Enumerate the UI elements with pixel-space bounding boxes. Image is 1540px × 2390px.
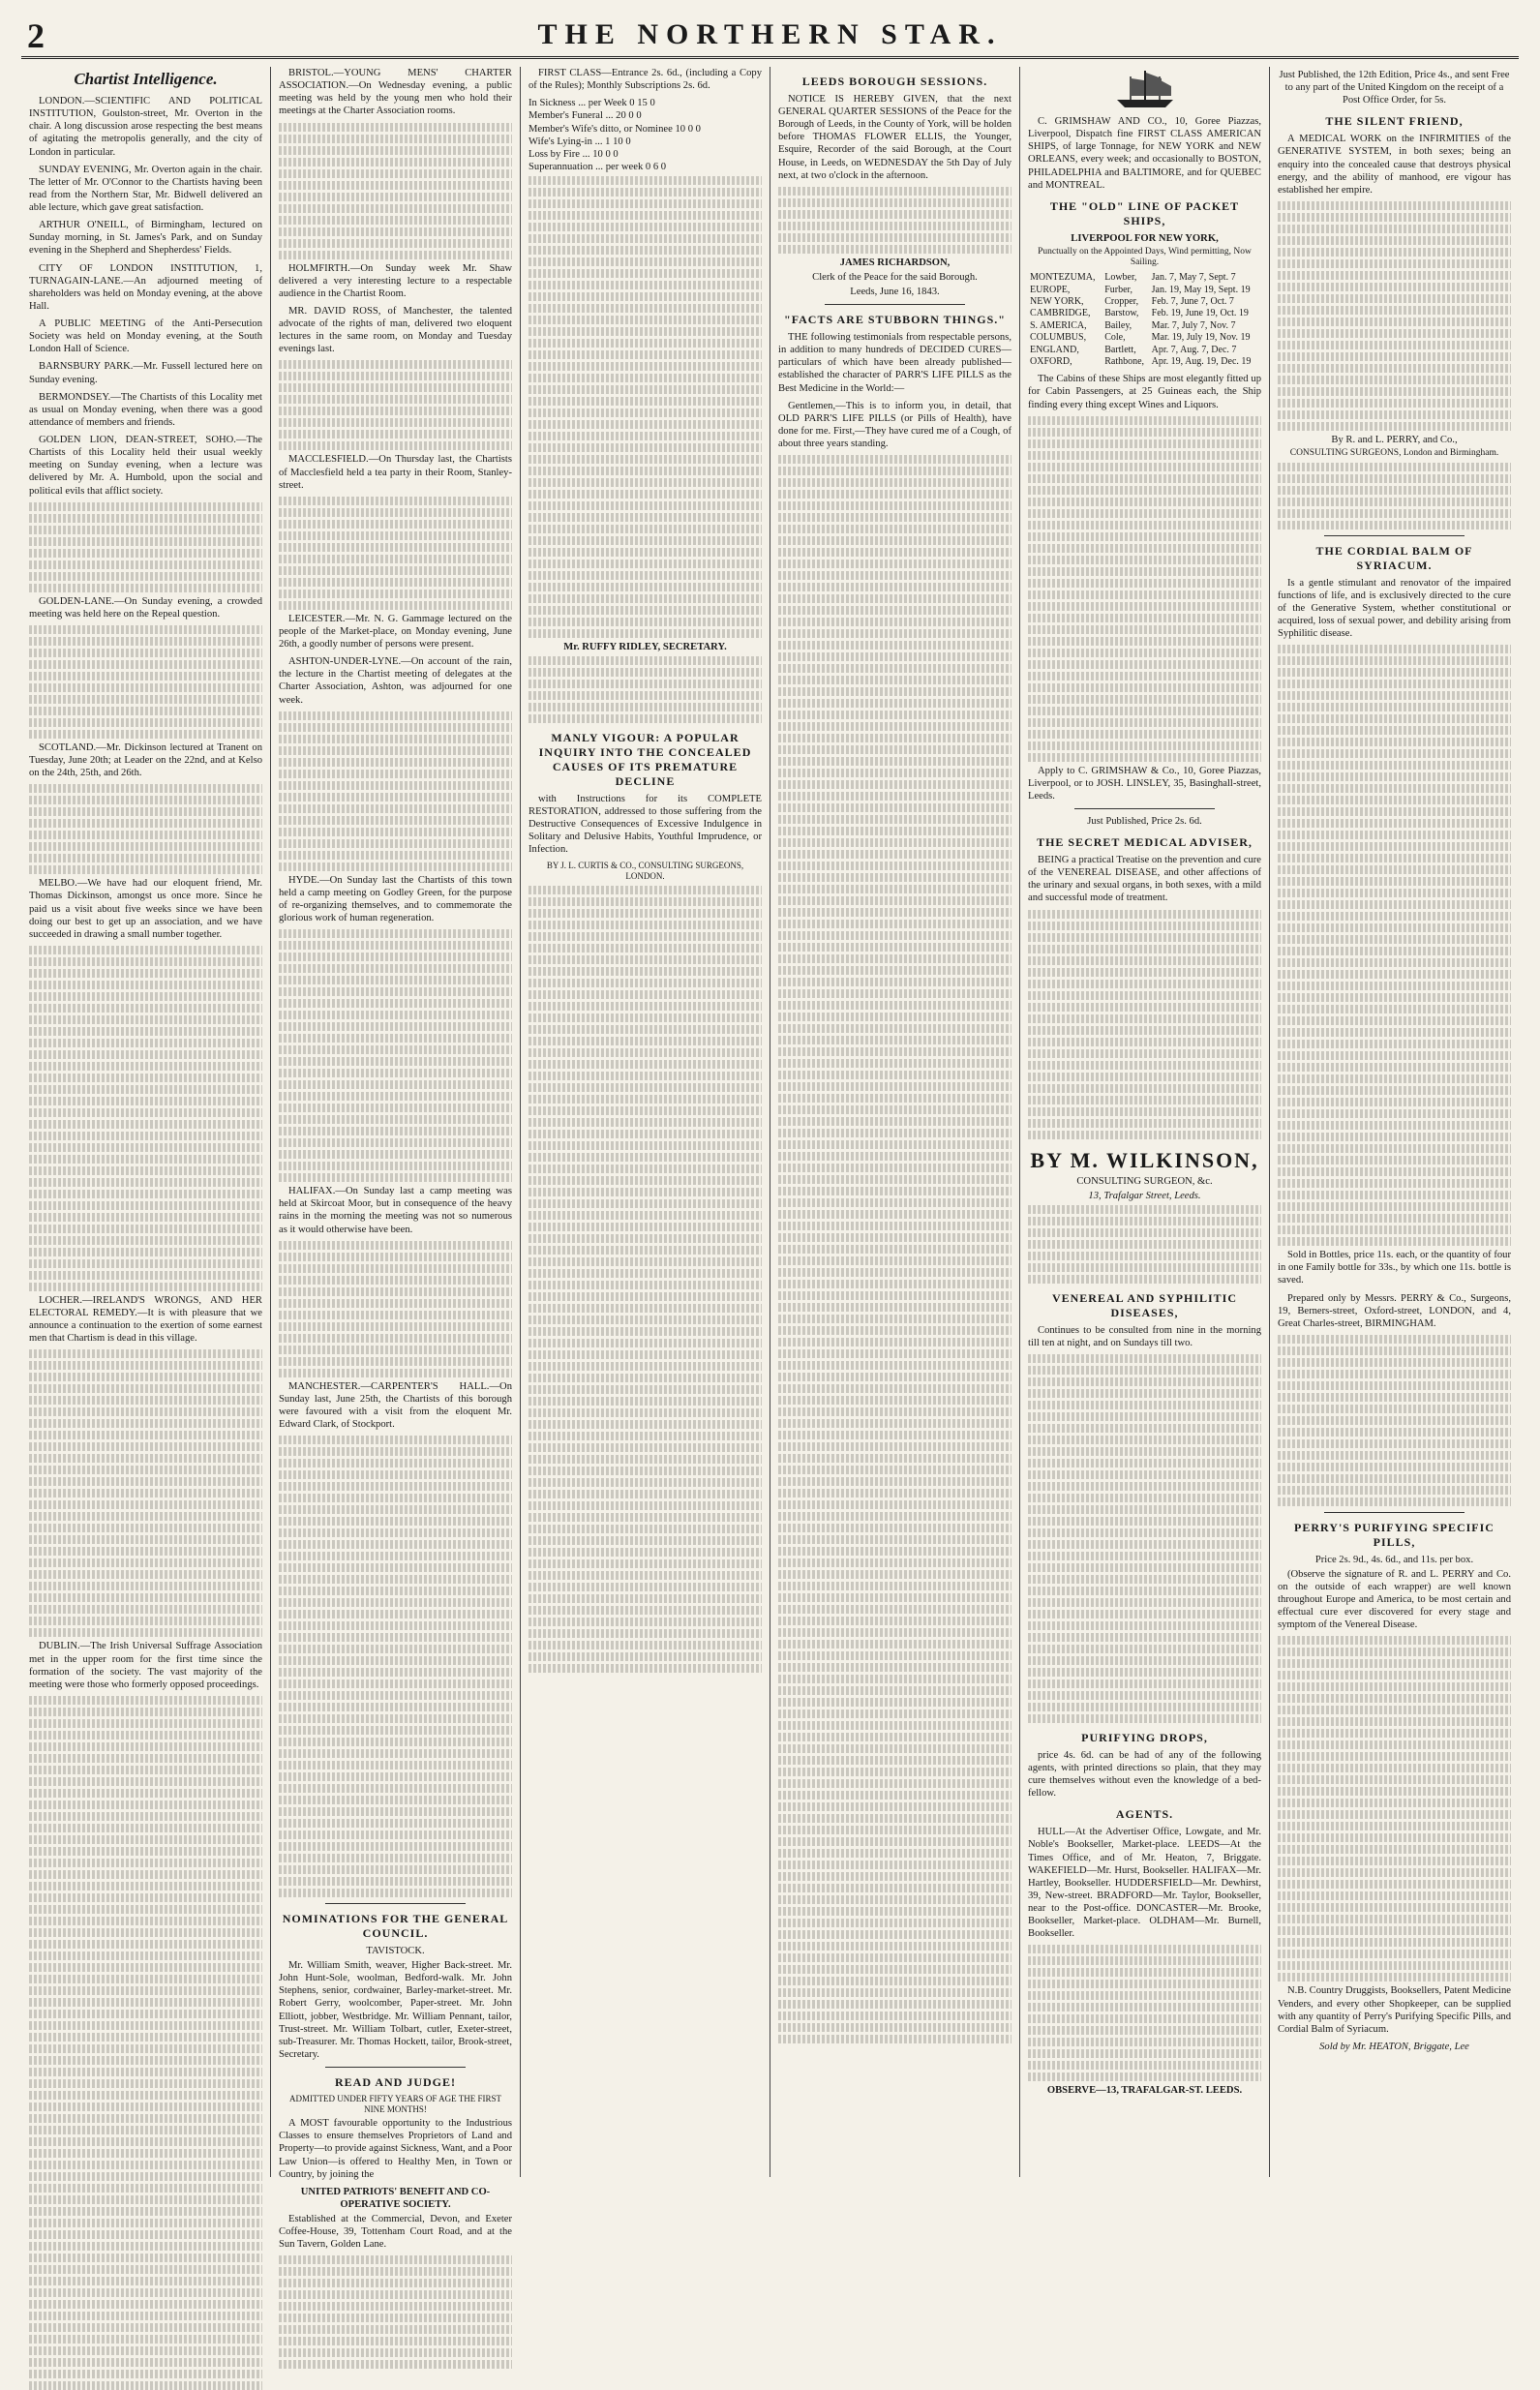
column-4 <box>770 67 1020 2177</box>
venereal-heading: VENEREAL AND SYPHILITIC DISEASES, <box>1051 1291 1238 1319</box>
facts-letter: Gentlemen,—This is to inform you, in detail, that OLD PARR'S LIFE PILLS (or Pills of Health), have done for me. First,—They have cured me of a Cough, of about three years standing. <box>778 400 1012 449</box>
author-role: CONSULTING SURGEON, &c. <box>1076 1175 1213 1187</box>
news-item: GOLDEN LION, DEAN-STREET, SOHO.—The Chartists of this Locality held their usual weekly meeting on Sunday evening, when a lecture was delivered by Mr. A. Humbold, upon the social and political evils that afflict society. <box>29 435 262 497</box>
illegible-text-block <box>1028 1945 1261 2081</box>
column-2 <box>271 67 521 2251</box>
sessions-heading: LEEDS BOROUGH SESSIONS. <box>801 75 988 88</box>
illegible-text-block <box>778 455 1012 2043</box>
ship-captain: Barstow, <box>1104 308 1139 319</box>
friend-publish-note: Just Published, the 12th Edition, Price 4s., and sent Free to any part of the United Kingdom on the receipt of a Post Office Order, for 5s. <box>1279 70 1510 106</box>
specific-pills-heading: PERRY'S PURIFYING SPECIFIC PILLS, <box>1294 1520 1495 1549</box>
chartist-intelligence-heading: Chartist Intelligence. <box>74 70 218 88</box>
illegible-text-block <box>279 929 512 1182</box>
packet-line-heading: THE "OLD" LINE OF PACKET SHIPS, <box>1049 198 1240 227</box>
illegible-text-block <box>29 946 262 1291</box>
news-item: LEICESTER.—Mr. N. G. Gammage lectured on the people of the Market-place, on Monday evening, June 26th, a goodly number of persons were present. <box>279 613 512 650</box>
masthead <box>21 14 1519 59</box>
facts-heading: "FACTS ARE STUBBORN THINGS." <box>784 313 1006 327</box>
read-and-judge-text: A MOST favourable opportunity to the Industrious Classes to ensure themselves Proprietors of Land and Property—to provide against Sickness, Want, and a Poor Law Union—is offered to Healthy Men, in Town or Country, by joining the <box>279 2118 512 2180</box>
ship-row <box>1028 345 1261 356</box>
nominations-place: TAVISTOCK. <box>366 1945 425 1956</box>
illegible-text-block <box>29 1696 262 2390</box>
ship-row <box>1028 320 1261 332</box>
read-and-judge-heading: READ AND JUDGE! <box>334 2075 456 2089</box>
illegible-text-block <box>1278 463 1511 529</box>
sessions-text: NOTICE IS HEREBY GIVEN, that the next GENERAL QUARTER SESSIONS of the Peace for the Borough of Leeds, in the County of York, will be holden before THOMAS FLOWER ELLIS, the Younger, Esquire, Recorder of the said Borough, at the Court House, in Leeds, on WEDNESDAY the 5th Day of July next, at two o'clock in the afternoon. <box>778 93 1012 181</box>
sessions-signoff: JAMES RICHARDSON, <box>839 257 951 268</box>
ship-captain: Cropper, <box>1104 295 1139 307</box>
column-5 <box>1020 67 1270 2177</box>
ship-captain: Bartlett, <box>1104 344 1136 355</box>
illegible-text-block <box>1278 1636 1511 1982</box>
ship-dates: Feb. 19, June 19, Oct. 19 <box>1151 308 1249 319</box>
facts-text: THE following testimonials from respectable persons, in addition to many hundreds of DECIDED CURES—particulars of which have been already published—established the character of PARR'S LIFE PILLS as the Best Medicine in the World:— <box>778 332 1012 394</box>
agents-heading: AGENTS. <box>1115 1807 1174 1822</box>
illegible-text-block <box>279 711 512 871</box>
ship-name: NEW YORK, <box>1030 295 1084 307</box>
news-item: LONDON.—SCIENTIFIC AND POLITICAL INSTITUTION, Goulston-street, Mr. Overton in the chair. A long discussion arose respecting the best means of agitating the metropolis generally, and the city of London in particular. <box>29 96 262 158</box>
ship-dates: Apr. 19, Aug. 19, Dec. 19 <box>1151 355 1252 367</box>
news-item: HYDE.—On Sunday last the Chartists of this town held a camp meeting on Godley Green, for the purpose of re-organizing themselves, and to commemorate the glorious work of human regeneration. <box>279 874 512 923</box>
benefit-row: Loss by Fire ... 10 0 0 <box>528 148 619 160</box>
ship-row <box>1028 356 1261 368</box>
illegible-text-block <box>1278 1335 1511 1506</box>
medical-adviser-heading: THE SECRET MEDICAL ADVISER, <box>1037 835 1253 850</box>
ship-dates: Mar. 19, July 19, Nov. 19 <box>1151 332 1251 344</box>
ship-captain: Rathbone, <box>1104 355 1145 367</box>
news-item: SUNDAY EVENING, Mr. Overton again in the chair. The letter of Mr. O'Connor to the Chartists having been read from the Northern Star, Mr. Bidwell delivered an able lecture, which gave great satisfaction. <box>29 164 262 214</box>
news-item: MELBO.—We have had our eloquent friend, Mr. Thomas Dickinson, amongst us once more. Since he paid us a visit about five weeks since we have been doing our best to get up an association, and we have succeeded in drawing a small number together. <box>29 878 262 940</box>
illegible-text-block <box>1028 910 1261 1139</box>
illegible-text-block <box>279 360 512 450</box>
price-note: Sold in Bottles, price 11s. each, or the quantity of four in one Family bottle for 33s., by which one 11s. bottle is saved. <box>1278 1250 1511 1286</box>
illegible-text-block <box>1028 416 1261 762</box>
column-1 <box>21 67 271 2177</box>
news-item: ASHTON-UNDER-LYNE.—On account of the rain, the lecture in the Chartist meeting of delegates at the Charter Association, Ashton, was adjourned for one week. <box>279 656 512 706</box>
illegible-text-block <box>1278 645 1511 1246</box>
benefit-row: Member's Funeral ... 20 0 0 <box>528 110 642 122</box>
adviser-publish-note: Just Published, Price 2s. 6d. <box>1087 816 1202 828</box>
news-item: BERMONDSEY.—The Chartists of this Locality met as usual on Monday evening, when there was a good attendance of members and friends. <box>29 391 262 428</box>
friend-authors-sub: CONSULTING SURGEONS, London and Birmingham. <box>1289 448 1499 458</box>
silent-friend-text: A MEDICAL WORK on the INFIRMITIES of the GENERATIVE SYSTEM, in both sexes; being an enquiry into the concealed cause that destroys physical energy, and the ability of manhood, ere vigour has established her empire. <box>1278 134 1511 196</box>
columns <box>21 67 1519 2251</box>
secretary-signoff: Mr. RUFFY RIDLEY, SECRETARY. <box>563 642 727 652</box>
prepared-by: Prepared only by Messrs. PERRY & Co., Surgeons, 19, Berners-street, Oxford-street, LONDON, and 4, Great Charles-street, BIRMINGHAM. <box>1278 1292 1511 1329</box>
ship-dates: Jan. 7, May 7, Sept. 7 <box>1151 272 1236 284</box>
sailing-ship-icon <box>1111 67 1179 111</box>
divider <box>325 2067 466 2068</box>
ship-name: CAMBRIDGE, <box>1030 308 1091 319</box>
ship-dates: Apr. 7, Aug. 7, Dec. 7 <box>1151 344 1237 355</box>
ship-row <box>1028 285 1261 296</box>
benefit-row: Member's Wife's ditto, or Nominee 10 0 0 <box>528 123 701 135</box>
author-address: 13, Trafalgar Street, Leeds. <box>1088 1190 1201 1201</box>
ship-row <box>1028 308 1261 319</box>
society-details: Established at the Commercial, Devon, and Exeter Coffee-House, 39, Tottenham Court Road, and at the Sun Tavern, Golden Lane. <box>279 2214 512 2251</box>
news-item: BARNSBURY PARK.—Mr. Fussell lectured here on Sunday evening. <box>29 361 262 385</box>
nominations-heading: NOMINATIONS FOR THE GENERAL COUNCIL. <box>282 1912 509 1940</box>
divider <box>325 1903 466 1904</box>
newspaper-title: THE NORTHERN STAR. <box>537 18 1003 50</box>
sessions-date: Leeds, June 16, 1843. <box>850 287 940 297</box>
specific-pills-text: (Observe the signature of R. and L. PERRY and Co. on the outside of each wrapper) are well known throughout Europe and America, to be most certain and effectual cure ever discovered for every stage and symptom of the Venereal Disease. <box>1278 1568 1511 1631</box>
author-name: BY M. WILKINSON, <box>1030 1147 1259 1172</box>
ship-dates: Feb. 7, June 7, Oct. 7 <box>1151 295 1234 307</box>
divider <box>1324 535 1465 536</box>
illegible-text-block <box>528 656 762 723</box>
news-item: MR. DAVID ROSS, of Manchester, the talented advocate of the rights of man, delivered two eloquent lectures in the same room, on Monday and Tuesday evenings last. <box>279 305 512 355</box>
cordial-balm-text: Is a gentle stimulant and renovator of the impaired functions of life, and is exclusively directed to the cure of the Generative System, whether constitutional or acquired, loss of sexual power, and debility arising from Syphilitic disease. <box>1278 577 1511 640</box>
benefit-class-line: FIRST CLASS—Entrance 2s. 6d., (including a Copy of the Rules); Monthly Subscriptions 2s. 6d. <box>528 68 762 92</box>
read-and-judge-subtitle: ADMITTED UNDER FIFTY YEARS OF AGE THE FIRST NINE MONTHS! <box>289 2093 501 2115</box>
ship-name: S. AMERICA, <box>1030 319 1087 331</box>
nb-text: N.B. Country Druggists, Booksellers, Patent Medicine Venders, and every other Shopkeeper, can be supplied with any quantity of Perry's Purifying Specific Pills, and Cordial Balm of Syriacum. <box>1278 1985 1511 2035</box>
ship-captain: Bailey, <box>1104 319 1132 331</box>
benefit-row: In Sickness ... per Week 0 15 0 <box>528 98 655 109</box>
ship-name: EUROPE, <box>1030 284 1071 295</box>
sailing-schedule-rows <box>1028 272 1261 368</box>
illegible-text-block <box>279 1241 512 1377</box>
news-item: CITY OF LONDON INSTITUTION, 1, TURNAGAIN-LANE.—An adjourned meeting of shareholders was held on Monday evening, at the above Hall. <box>29 262 262 312</box>
shipping-intro: C. GRIMSHAW AND CO., 10, Goree Piazzas, Liverpool, Dispatch fine FIRST CLASS AMERICAN SHIPS, of large Tonnage, for NEW YORK and NEW ORLEANS, every week; and occasionally to BOSTON, PHILADELPHIA and BALTIMORE, and for QUEBEC and MONTREAL. <box>1028 116 1261 191</box>
illegible-text-block <box>528 886 762 1673</box>
illegible-text-block <box>279 2255 512 2369</box>
agents-text: HULL—At the Advertiser Office, Lowgate, and Mr. Noble's Bookseller, Market-place. LEEDS—At the Times Office, and of Mr. Heaton, 7, Briggate. WAKEFIELD—Mr. Hurst, Bookseller. HALIFAX—Mr. Hartley, Bookseller. HUDDERSFIELD—Mr. Dewhirst, 39, New-street. BRADFORD—Mr. Taylor, Bookseller, near to the Post-office. DONCASTER—Mr. Brooke, Bookseller, Market-place. OLDHAM—Mr. Burnell, Bookseller. <box>1028 1827 1261 1940</box>
news-item: BRISTOL.—YOUNG MENS' CHARTER ASSOCIATION.—On Wednesday evening, a public meeting was held by the young men who hold their meetings at the Charter Association rooms. <box>279 68 512 117</box>
vigour-heading: MANLY VIGOUR: A POPULAR INQUIRY INTO THE CONCEALED CAUSES OF ITS PREMATURE DECLINE <box>538 731 752 788</box>
drops-heading: PURIFYING DROPS, <box>1081 1731 1208 1745</box>
illegible-text-block <box>29 502 262 592</box>
observe-address: OBSERVE—13, TRAFALGAR-ST. LEEDS. <box>1046 2085 1243 2097</box>
news-item: GOLDEN-LANE.—On Sunday evening, a crowded meeting was held here on the Repeal question. <box>29 595 262 620</box>
silent-friend-heading: THE SILENT FRIEND, <box>1325 114 1464 129</box>
vigour-authors: BY J. L. CURTIS & CO., CONSULTING SURGEONS, LONDON. <box>546 861 744 882</box>
divider <box>825 304 965 305</box>
shipping-apply: Apply to C. GRIMSHAW & Co., 10, Goree Piazzas, Liverpool, or to JOSH. LINSLEY, 35, Basinghall-street, Leeds. <box>1028 765 1261 802</box>
illegible-text-block <box>1278 201 1511 431</box>
illegible-text-block <box>1028 1354 1261 1723</box>
ship-row <box>1028 332 1261 344</box>
illegible-text-block <box>29 784 262 874</box>
ship-name: OXFORD, <box>1030 355 1072 367</box>
packet-line-route: LIVERPOOL FOR NEW YORK, <box>1071 232 1219 244</box>
ship-row <box>1028 272 1261 284</box>
venereal-text: Continues to be consulted from nine in the morning till ten at night, and on Sundays till two. <box>1028 1324 1261 1348</box>
divider <box>1074 808 1215 809</box>
society-name: UNITED PATRIOTS' BENEFIT AND CO-OPERATIVE SOCIETY. <box>300 2186 491 2210</box>
illegible-text-block <box>1028 1205 1261 1284</box>
news-item: SCOTLAND.—Mr. Dickinson lectured at Tranent on Tuesday, June 20th; at Leader on the 22nd, and at Kelso on the 24th, 25th, and 26th. <box>29 741 262 779</box>
ship-captain: Furber, <box>1104 284 1132 295</box>
specific-pills-price: Price 2s. 9d., 4s. 6d., and 11s. per box. <box>1314 1554 1474 1565</box>
ship-name: MONTEZUMA, <box>1030 272 1096 284</box>
benefit-row: Superannuation ... per week 0 6 0 <box>528 161 667 172</box>
page-number: 2 <box>27 16 45 55</box>
column-3 <box>521 67 770 2177</box>
friend-authors: By R. and L. PERRY, and Co., <box>1331 434 1458 445</box>
news-item: MACCLESFIELD.—On Thursday last, the Chartists of Macclesfield held a tea party in their Room, Stanley-street. <box>279 454 512 491</box>
sessions-role: Clerk of the Peace for the said Borough. <box>812 271 978 283</box>
drops-text: price 4s. 6d. can be had of any of the following agents, with printed directions so plain, that they may cure themselves without even the knowledge of a bed-fellow. <box>1028 1749 1261 1800</box>
illegible-text-block <box>778 187 1012 254</box>
vigour-text: with Instructions for its COMPLETE RESTORATION, addressed to those suffering from the Destructive Consequences of Excessive Indulgence in Solitary and Delusive Habits, Youthful Imprudence, or Infection. <box>528 793 762 856</box>
ship-name: COLUMBUS, <box>1030 332 1087 344</box>
cordial-balm-heading: THE CORDIAL BALM OF SYRIACUM. <box>1315 543 1473 572</box>
news-item: LOCHER.—IRELAND'S WRONGS, AND HER ELECTORAL REMEDY.—It is with pleasure that we announce a continuation to the exertion of some earnest men that Chartism is dead in this village. <box>29 1294 262 1345</box>
benefit-row: Wife's Lying-in ... 1 10 0 <box>528 136 631 147</box>
news-item: HALIFAX.—On Sunday last a camp meeting was held at Skircoat Moor, but in consequence of the heavy rains in the morning the meeting was not so numerous as it would otherwise have been. <box>279 1186 512 1235</box>
sailing-schedule-table <box>1028 272 1261 368</box>
column-6 <box>1270 67 1519 2177</box>
packet-line-note: Punctually on the Appointed Days, Wind permitting, Now Sailing. <box>1038 246 1252 268</box>
shipping-text: The Cabins of these Ships are most elegantly fitted up for Cabin Passengers, at 25 Guineas each, the Ship finding every thing except Wines and Liquors. <box>1028 374 1261 410</box>
illegible-text-block <box>279 1436 512 1897</box>
illegible-text-block <box>528 176 762 638</box>
ship-dates: Jan. 19, May 19, Sept. 19 <box>1151 284 1251 295</box>
ship-dates: Mar. 7, July 7, Nov. 7 <box>1151 319 1236 331</box>
illegible-text-block <box>279 123 512 259</box>
medical-adviser-text: BEING a practical Treatise on the prevention and cure of the VENEREAL DISEASE, and other affections of the urinary and sexual organs, in both sexes, with a mild and successful mode of treatment. <box>1028 855 1261 904</box>
news-item: A PUBLIC MEETING of the Anti-Persecution Society was held on Monday evening, at the South London Hall of Science. <box>29 318 262 355</box>
news-item: DUBLIN.—The Irish Universal Suffrage Association met in the upper room for the first time since the formation of the society. The vast majority of the meeting were those who formerly opposed proceedings. <box>29 1641 262 1690</box>
sold-by: Sold by Mr. HEATON, Briggate, Lee <box>1319 2041 1469 2052</box>
illegible-text-block <box>279 497 512 610</box>
ship-captain: Cole, <box>1104 332 1126 344</box>
ship-captain: Lowber, <box>1104 272 1137 284</box>
news-item: ARTHUR O'NEILL, of Birmingham, lectured on Sunday morning, in St. James's Park, and on Sunday evening in the Shepherd and Shepherdess' Fields. <box>29 220 262 257</box>
nominations-list: Mr. William Smith, weaver, Higher Back-street. Mr. John Hunt-Sole, woolman, Bedford-walk. Mr. John Stephens, senior, cordwainer, Barley-market-street. Mr. Robert Gerry, woolcomber, Paper-street. Mr. John Elliott, jobber, Westbridge. Mr. William Pennant, tailor, Trust-street. Mr. William Tolbart, cutler, Exeter-street, sub-Treasurer. Mr. Thomas Hockett, tailor, Brook-street, Secretary. <box>279 1960 512 2060</box>
news-item: MANCHESTER.—CARPENTER'S HALL.—On Sunday last, June 25th, the Chartists of this borough were favoured with a visit from the eloquent Mr. Edward Clark, of Stockport. <box>279 1380 512 1430</box>
ship-name: ENGLAND, <box>1030 344 1079 355</box>
illegible-text-block <box>29 625 262 739</box>
divider <box>1324 1512 1465 1513</box>
ship-row <box>1028 296 1261 308</box>
news-item: HOLMFIRTH.—On Sunday week Mr. Shaw delivered a very interesting lecture to a respectable audience in the Chartist Room. <box>279 262 512 299</box>
illegible-text-block <box>29 1349 262 1637</box>
